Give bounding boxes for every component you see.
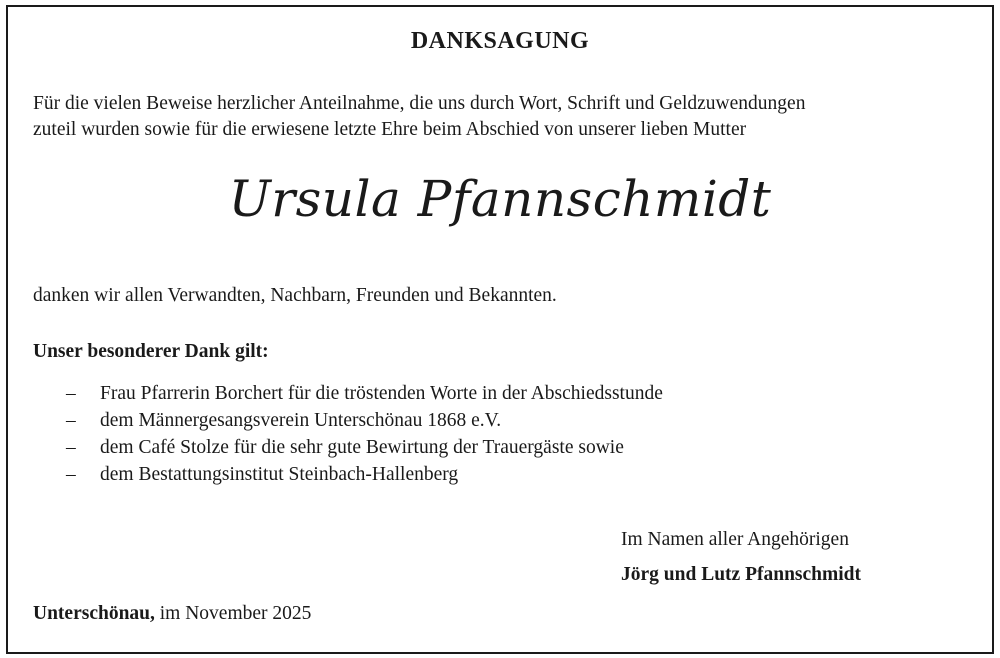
thanks-line: danken wir allen Verwandten, Nachbarn, Freunden und Bekannten. — [33, 285, 557, 306]
signatories: Jörg und Lutz Pfannschmidt — [621, 564, 861, 585]
place-name: Unterschönau, — [33, 603, 155, 624]
intro-line: zuteil wurden sowie für die erwiesene letzte Ehre beim Abschied von unserer lieben Mutter — [33, 119, 747, 140]
deceased-name: Ursula Pfannschmidt — [228, 170, 772, 228]
date-text: im November 2025 — [159, 603, 312, 624]
notice-title: DANKSAGUNG — [410, 28, 590, 54]
special-thanks-list — [66, 380, 663, 488]
closing-block — [621, 522, 861, 592]
intro-paragraph — [33, 91, 973, 143]
dash-bullet: – — [66, 410, 76, 431]
place-date-line — [33, 603, 311, 625]
dash-bullet: – — [66, 437, 76, 458]
intro-line: Für die vielen Beweise herzlicher Anteilnahme, die uns durch Wort, Schrift und Geldzuwendungen — [33, 93, 806, 114]
list-item — [66, 407, 663, 434]
dash-bullet: – — [66, 383, 76, 404]
closing-line: Im Namen aller Angehörigen — [621, 529, 849, 550]
list-item — [66, 461, 663, 488]
special-thanks-heading: Unser besonderer Dank gilt: — [33, 341, 269, 362]
list-item — [66, 434, 663, 461]
list-item-text: dem Bestattungsinstitut Steinbach-Hallenberg — [100, 464, 459, 485]
dash-bullet: – — [66, 464, 76, 485]
list-item-text: Frau Pfarrerin Borchert für die tröstenden Worte in der Abschiedsstunde — [100, 383, 663, 404]
list-item-text: dem Männergesangsverein Unterschönau 1868 e.V. — [100, 410, 502, 431]
list-item — [66, 380, 663, 407]
list-item-text: dem Café Stolze für die sehr gute Bewirtung der Trauergäste sowie — [100, 437, 624, 458]
